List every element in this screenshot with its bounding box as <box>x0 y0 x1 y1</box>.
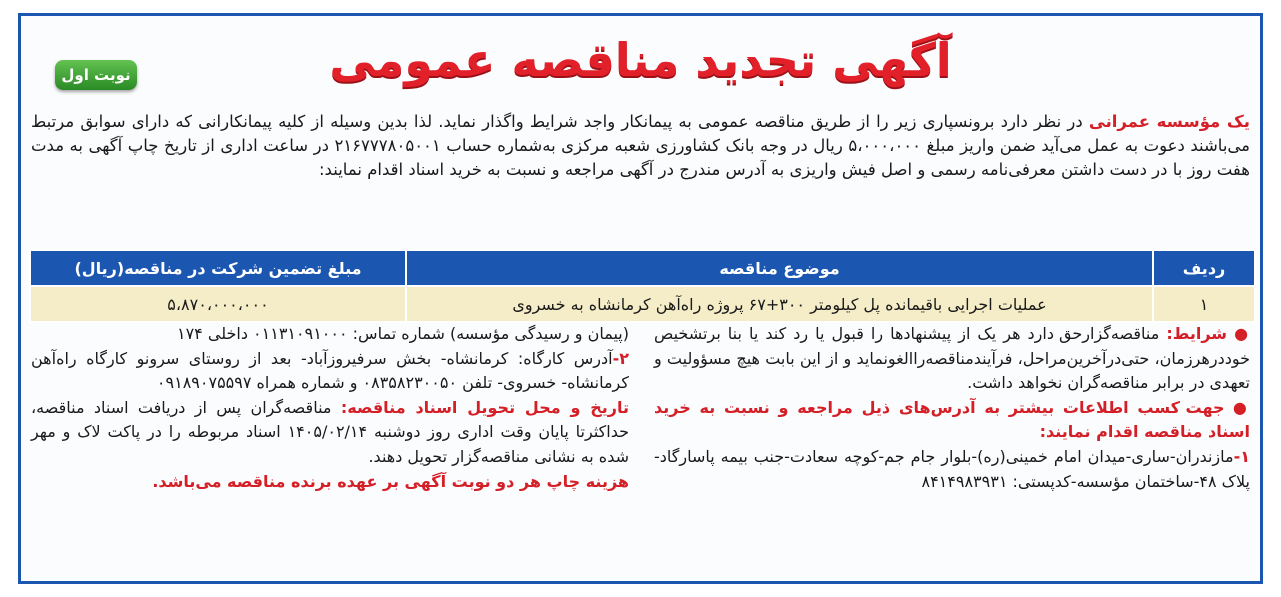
left-column <box>31 322 629 494</box>
intro-paragraph <box>31 110 1250 182</box>
header-row-number: ردیف <box>1153 250 1255 286</box>
bullet-icon: ● <box>1234 324 1251 343</box>
cell-guarantee-amount: ۵،۸۷۰،۰۰۰،۰۰۰ <box>30 286 406 322</box>
notice-title: آگهی تجدید مناقصه عمومی <box>329 33 952 87</box>
bullet-icon: ● <box>1232 397 1251 417</box>
address-1-number: ۱- <box>1233 446 1250 466</box>
address-1-text: مازندران-ساری-میدان امام خمینی(ره)-بلوار جام جم-کوچه سعادت-جنب بیمه پاسارگاد-پلاک ۴۸-ساختمان مؤسسه-کدپستی: ۸۴۱۴۹۸۳۹۳۱ <box>654 446 1250 491</box>
intro-text: در نظر دارد برونسپاری زیر را از طریق مناقصه عمومی به پیمانکار واجد شرایط واگذار نماید. لذا بدین وسیله از کلیه پیمانکارانی که دارای سوابق مرتبط می‌باشند دعوت به عمل می‌آید ضمن واریز مبلغ ۵،۰۰۰،۰۰۰ ریال در وجه بانک کشاورزی شعبه مرکزی به‌شماره حساب ۲۱۶۷۷۷۸۰۵۰۰۱ در ساعت اداری از تاریخ چاپ آگهی به مدت هفت روز با در دست داشتن معرفی‌نامه رسمی و اصل فیش واریزی به آدرس مندرج در آگهی مراجعه و نسبت به خرید اسناد اقدام نمایند: <box>31 112 1250 179</box>
tender-notice <box>18 13 1263 584</box>
address-1 <box>654 445 1250 494</box>
header-guarantee-amount: مبلغ تضمین شرکت در مناقصه(ریال) <box>30 250 406 286</box>
contact-line: (پیمان و رسیدگی مؤسسه) شماره تماس: ۰۱۱۳۱۰۹۱۰۰۰ داخلی ۱۷۴ <box>176 324 629 343</box>
first-round-badge: نوبت اول <box>55 60 137 90</box>
right-column <box>654 322 1250 494</box>
table-row <box>30 286 1255 322</box>
info-paragraph <box>654 396 1250 445</box>
delivery-paragraph <box>31 396 629 470</box>
cell-row-number: ۱ <box>1153 286 1255 322</box>
org-name: یک مؤسسه عمرانی <box>1088 112 1250 131</box>
table-header-row <box>30 250 1255 286</box>
cell-subject: عملیات اجرایی باقیمانده پل کیلومتر ۳۰۰+۶۷ پروژه راه‌آهن کرمانشاه به خسروی <box>406 286 1153 322</box>
address-2 <box>31 347 629 396</box>
conditions-paragraph <box>654 322 1250 396</box>
tender-table <box>29 249 1256 323</box>
conditions-label: شرایط: <box>1166 324 1228 343</box>
cost-note: هزینه چاپ هر دو نوبت آگهی بر عهده برنده مناقصه می‌باشد. <box>152 471 629 491</box>
address-2-text: آدرس کارگاه: کرمانشاه- بخش سرفیروزآباد- بعد از روستای سرونو کارگاه راه‌آهن کرمانشاه- خسروی- تلفن ۰۸۳۵۸۲۳۰۰۵۰ و شماره همراه ۰۹۱۸۹۰۷۵۵۹۷ <box>31 348 629 393</box>
header-subject: موضوع مناقصه <box>406 250 1153 286</box>
conditions-text: مناقصه‌گزارحق دارد هر یک از پیشنهادها را قبول یا رد کند یا بنا برتشخیص خوددرهرزمان، حتی‌درآخرین‌مراحل، فرآیندمناقصه‌راالغونماید و از این بابت هیچ مسؤولیت و تعهدی در برابر مناقصه‌گران نخواهد داشت. <box>654 324 1250 393</box>
info-label: جهت کسب اطلاعات بیشتر به آدرس‌های ذیل مراجعه و نسبت به خرید اسناد مناقصه اقدام نمایند: <box>654 397 1250 442</box>
address-2-number: ۲- <box>612 348 629 368</box>
delivery-text: مناقصه‌گران پس از دریافت اسناد مناقصه، حداکثرتا پایان وقت اداری روز دوشنبه ۱۴۰۵/۰۲/۱۴ اسناد مربوطه را در پاکت لاک و مهر شده به نشانی مناقصه‌گزار تحویل دهند. <box>31 397 630 466</box>
delivery-label: تاریخ و محل تحویل اسناد مناقصه: <box>340 397 629 417</box>
